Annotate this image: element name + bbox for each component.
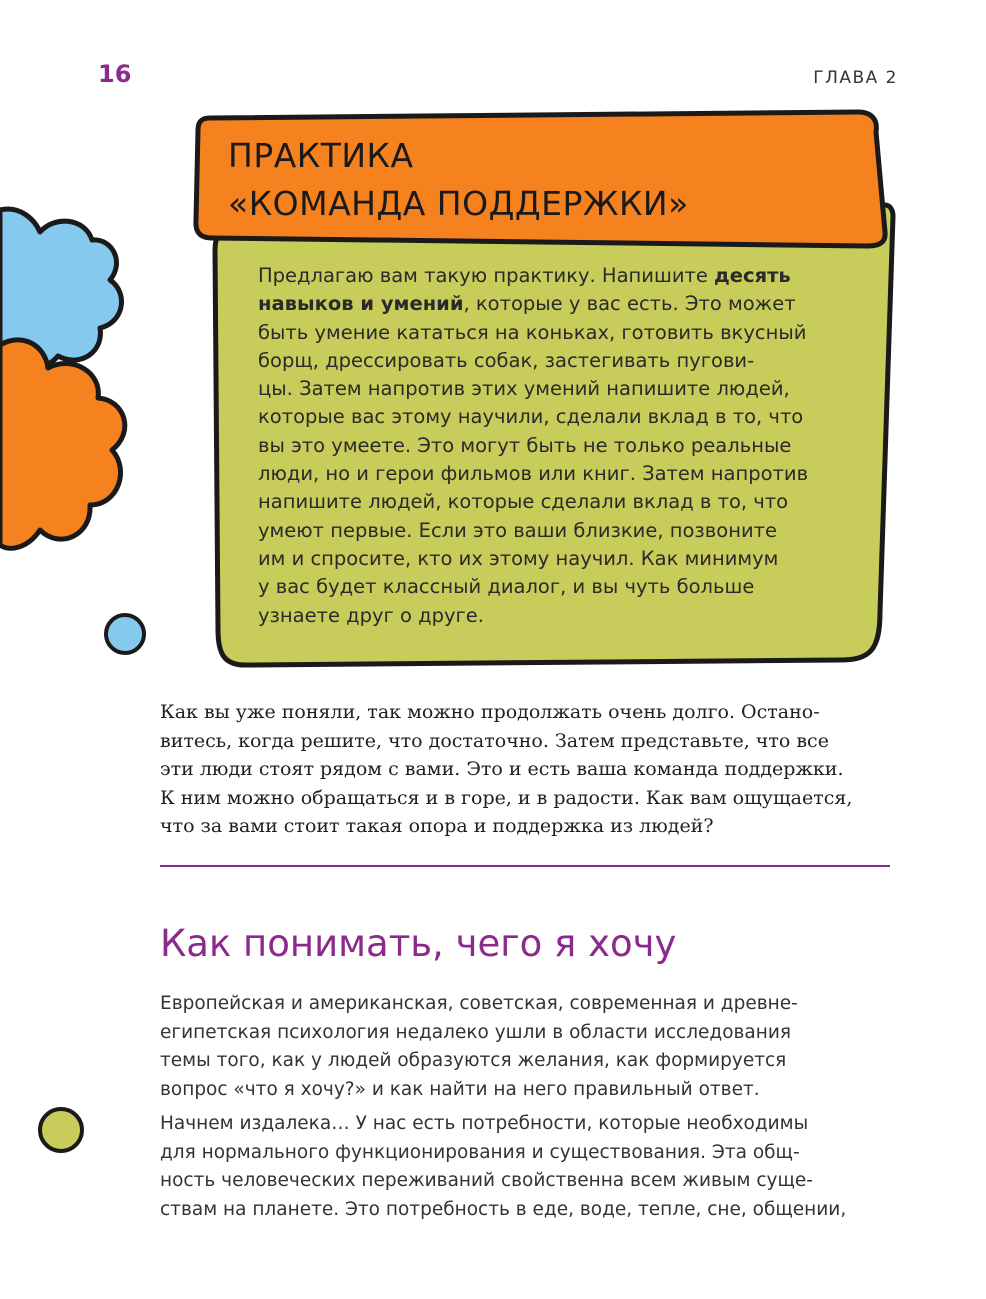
paragraph-line: К ним можно обращаться и в горе, и в радости. Как вам ощущается, [160,786,853,809]
practice-title-line: «КОМАНДА ПОДДЕРЖКИ» [228,184,689,223]
section-heading: Как понимать, чего я хочу [160,922,677,965]
support-team-paragraph [160,698,900,841]
practice-title [228,132,848,228]
practice-line: умеют первые. Если это ваши близкие, позвоните [258,518,777,542]
blue-dot-icon [106,615,144,653]
paragraph-line: эти люди стоят рядом с вами. Это и есть ваша команда поддержки. [160,758,844,780]
practice-line: у вас будет классный диалог, и вы чуть больше [258,575,755,599]
practice-line: им и спросите, кто их этому научил. Как минимум [258,546,779,570]
paragraph-line: что за вами стоит такая опора и поддержка из людей? [160,815,714,837]
practice-line: навыков и умений, которые у вас есть. Это может [258,292,796,316]
page-number: 16 [98,60,132,88]
practice-body [258,262,868,630]
orange-blob-icon [0,340,125,548]
paragraph-line: Европейская и американская, советская, современная и древне- [160,993,798,1014]
paragraph-line: витесь, когда решите, что достаточно. Затем представьте, что все [160,729,829,752]
paragraph-line: ность человеческих переживаний свойственна всем живым суще- [160,1170,813,1191]
green-dot-icon [40,1109,82,1151]
practice-line: Предлагаю вам такую практику. Напишите десять [258,264,791,287]
paragraph-line: ствам на планете. Это потребность в еде, воде, тепле, сне, общении, [160,1198,847,1220]
practice-line: цы. Затем напротив этих умений напишите людей, [258,377,790,401]
practice-line: люди, но и герои фильмов или книг. Затем напротив [258,462,809,486]
paragraph-line: Начнем издалека… У нас есть потребности, которые необходимы [160,1113,809,1134]
paragraph-line: темы того, как у людей образуются желания, как формируется [160,1050,787,1071]
section-paragraph-1 [160,990,900,1104]
chapter-label: ГЛАВА 2 [813,68,898,88]
practice-line: быть умение кататься на коньках, готовить вкусный [258,320,807,344]
practice-line: напишите людей, которые сделали вклад в то, что [258,490,789,514]
practice-line: узнаете друг о друге. [258,603,484,627]
section-divider [160,865,890,867]
paragraph-line: египетская психология недалеко ушли в области исследования [160,1021,792,1043]
paragraph-line: для нормального функционирования и существования. Эта общ- [160,1141,800,1163]
section-paragraph-2 [160,1110,900,1224]
practice-title-line: ПРАКТИКА [228,136,414,175]
paragraph-line: Как вы уже поняли, так можно продолжать очень долго. Остано- [160,701,820,723]
practice-line: борщ, дрессировать собак, застегивать пугови- [258,348,755,372]
practice-line: которые вас этому научили, сделали вклад в то, что [258,405,804,429]
practice-line: вы это умеете. Это могут быть не только реальные [258,433,792,457]
paragraph-line: вопрос «что я хочу?» и как найти на него правильный ответ. [160,1078,760,1100]
